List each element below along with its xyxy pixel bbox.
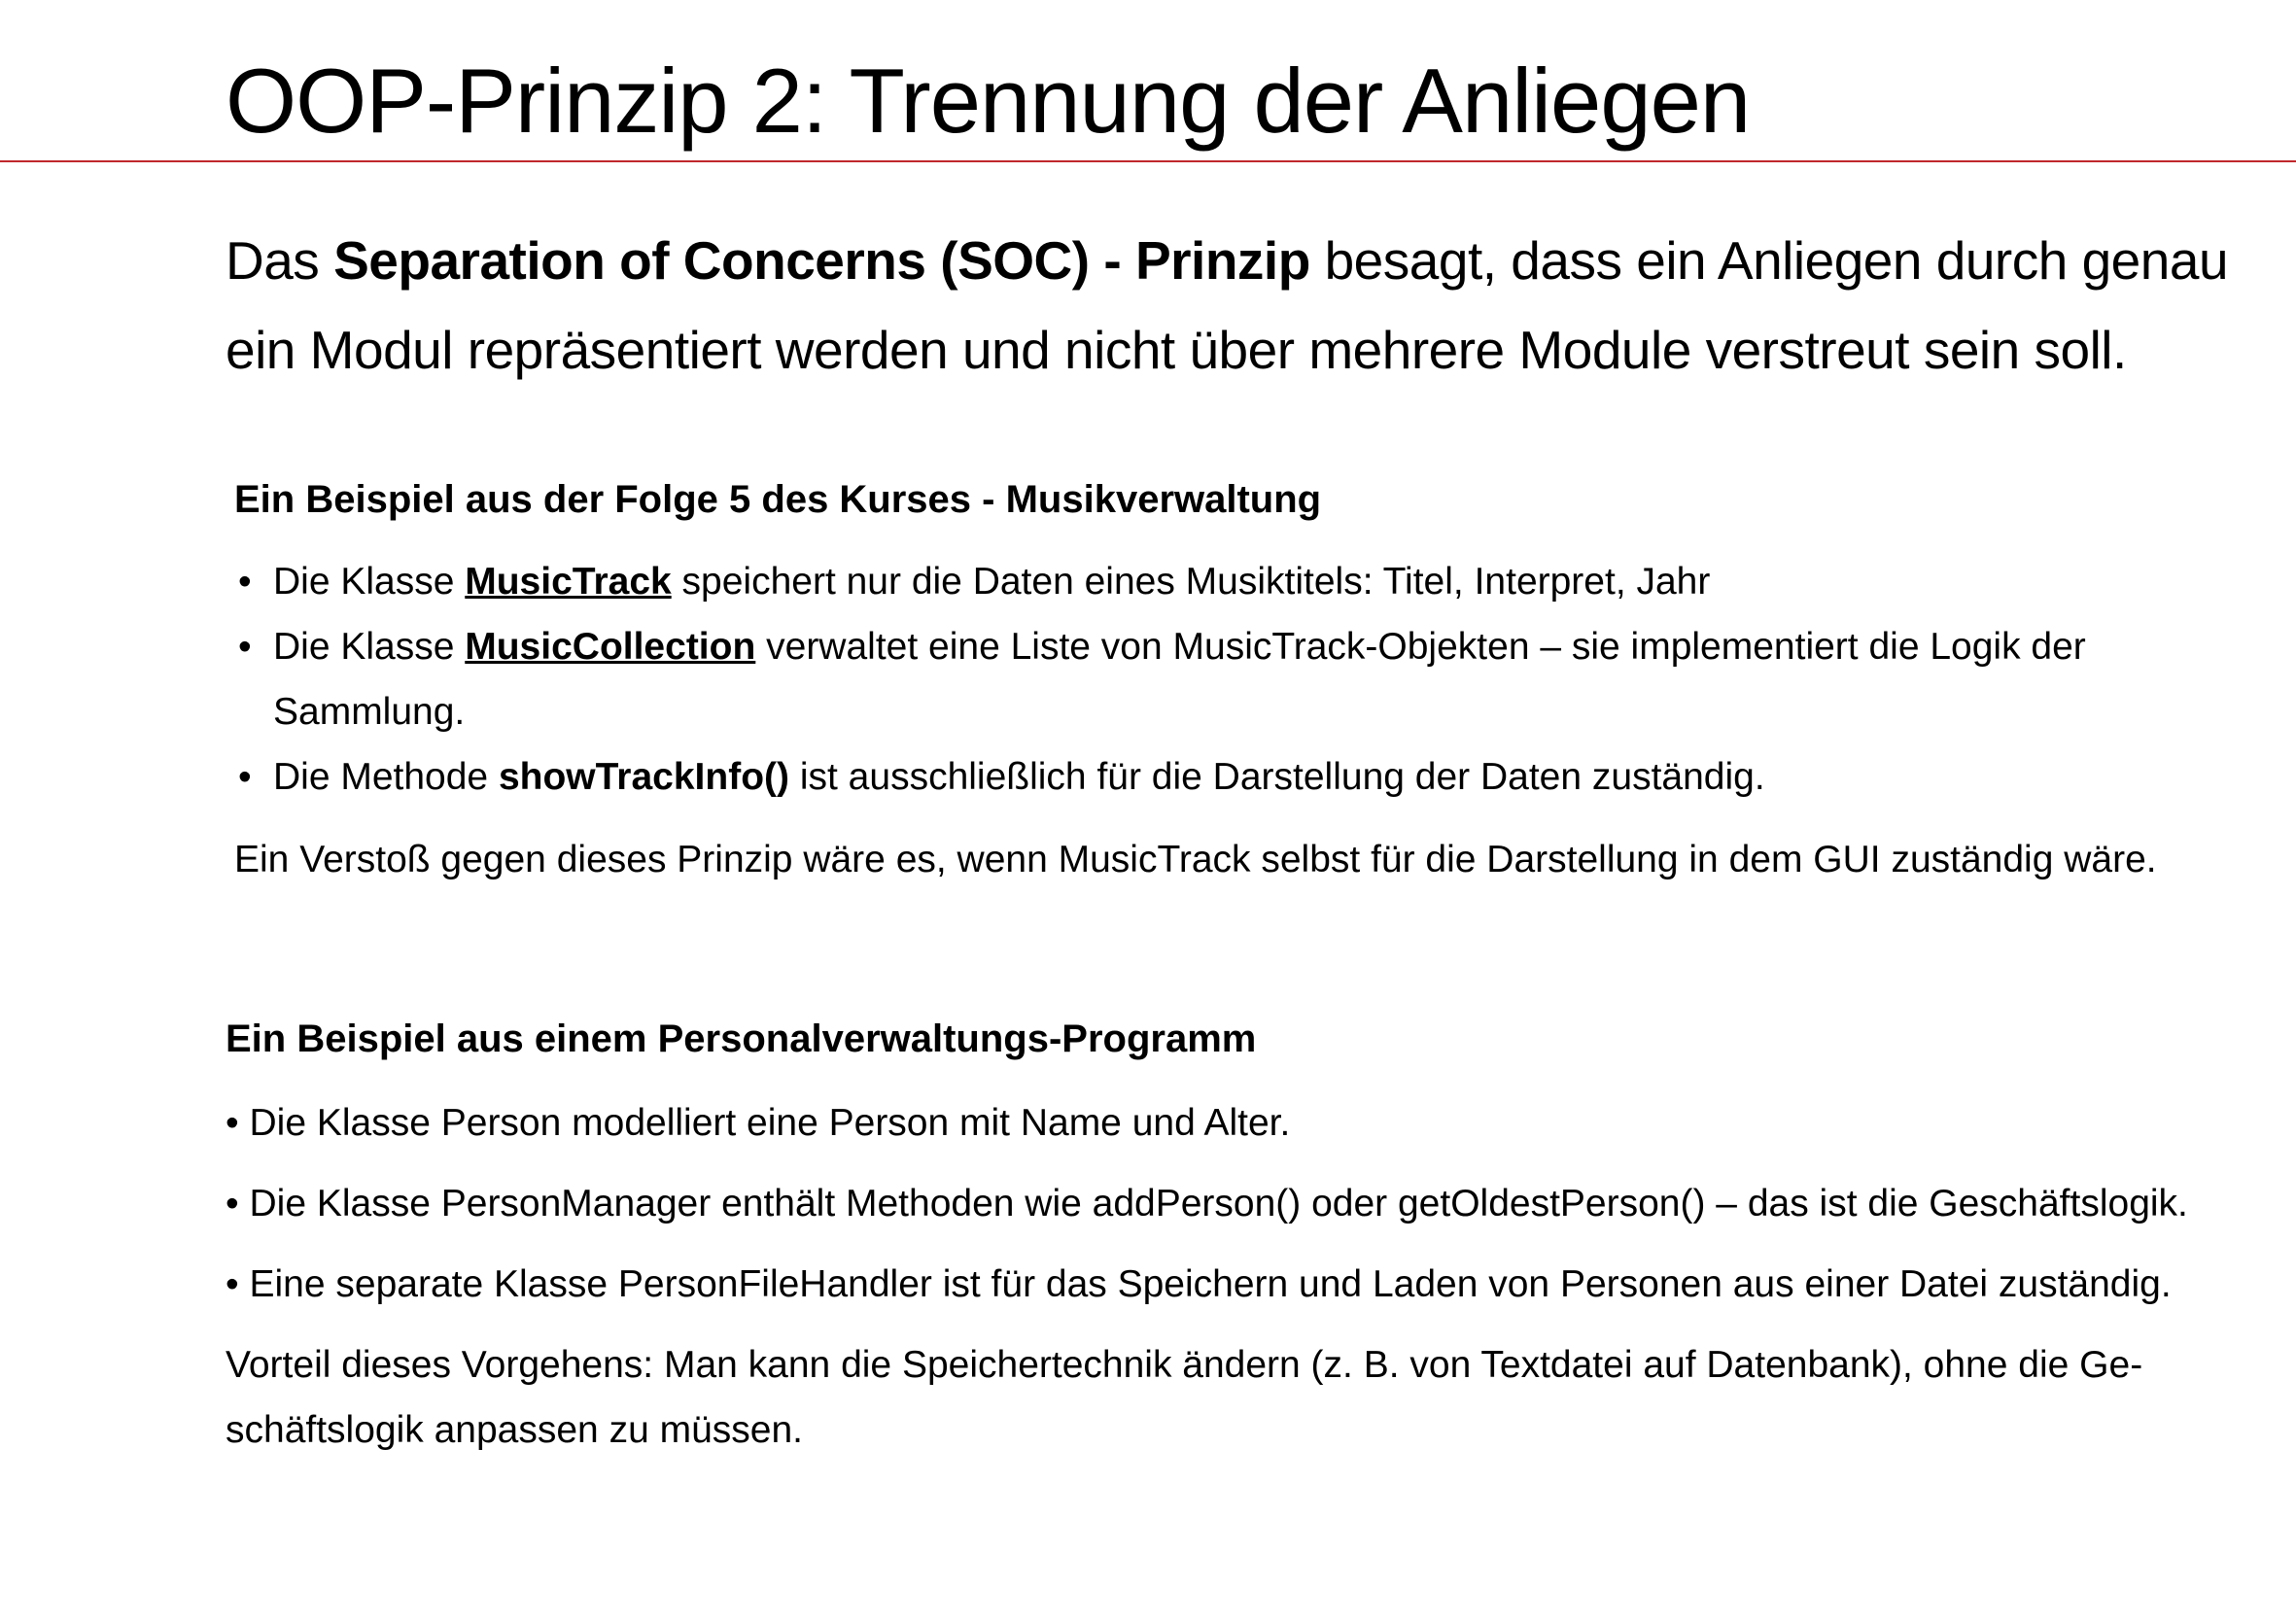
section1-bullet-list: [234, 549, 2178, 810]
intro-suffix: besagt, dass ein Anliegen durch genau ein Modul repräsentiert werden und nicht über mehrere Module verstreut sein soll.: [226, 230, 2229, 380]
bullet-text-before: Die Klasse: [273, 626, 466, 668]
bullet-class-name: MusicCollection: [465, 626, 756, 668]
bullet-text-before: Die Klasse: [273, 561, 466, 603]
section2-line: • Die Klasse PersonManager enthält Methoden wie addPerson() oder getOldestPerson() – das ist die Geschäftslogik.: [226, 1183, 2188, 1224]
title-divider: [0, 160, 2296, 162]
bullet-dot-icon: •: [238, 626, 252, 668]
slide-title: OOP-Prinzip 2: Trennung der Anliegen: [226, 50, 1751, 152]
section1-bullet: [234, 614, 2178, 744]
bullet-text-before: Die Methode: [273, 756, 499, 798]
section2-note: Vorteil dieses Vorgehens: Man kann die Speichertechnik ändern (z. B. von Textdatei auf Datenbank), ohne die Geschäftslogik anpassen zu müssen.: [226, 1344, 2143, 1451]
bullet-class-name: MusicTrack: [465, 561, 672, 603]
section2-line: • Die Klasse Person modelliert eine Person mit Name und Alter.: [226, 1102, 1291, 1144]
intro-paragraph: [226, 216, 2267, 395]
bullet-text-after: ist ausschließlich für die Darstellung der Daten zuständig.: [789, 756, 1765, 798]
section1-bullet: [234, 744, 2178, 810]
bullet-dot-icon: •: [238, 756, 252, 798]
section1-heading: Ein Beispiel aus der Folge 5 des Kurses - Musikverwaltung: [234, 478, 1322, 521]
intro-term: Separation of Concerns (SOC) - Prinzip: [333, 230, 1310, 291]
section1-bullet: [234, 549, 2178, 614]
bullet-method-name: showTrackInfo(): [498, 756, 790, 798]
intro-prefix: Das: [226, 230, 334, 291]
section1-note: Ein Verstoß gegen dieses Prinzip wäre es, wenn MusicTrack selbst für die Darstellung in dem GUI zuständig wäre.: [234, 839, 2157, 880]
section2-line: • Eine separate Klasse PersonFileHandler ist für das Speichern und Laden von Personen aus einer Datei zuständig.: [226, 1263, 2172, 1305]
bullet-dot-icon: •: [238, 561, 252, 603]
bullet-text-after: speichert nur die Daten eines Musiktitels: Titel, Interpret, Jahr: [671, 561, 1711, 603]
section2-heading: Ein Beispiel aus einem Personalverwaltungs-Programm: [226, 1017, 1257, 1060]
bullet-text-after: verwaltet eine Liste von MusicTrack-Objekten – sie implementiert die Logik der Sammlung.: [273, 626, 2086, 733]
